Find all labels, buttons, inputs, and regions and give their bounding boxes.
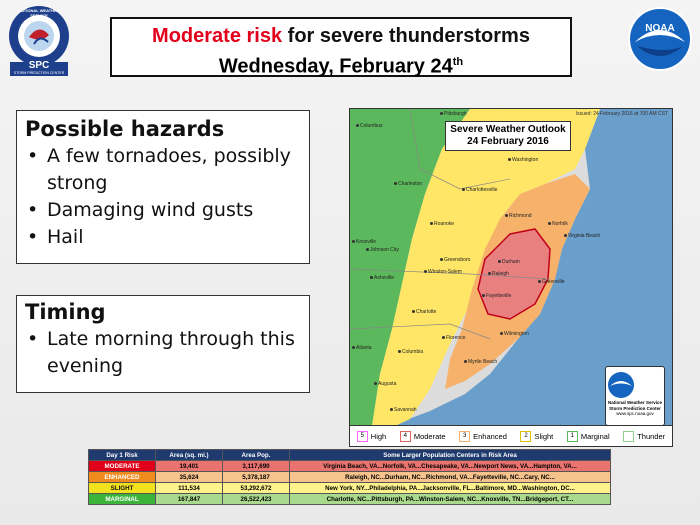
title-box: [110, 17, 572, 77]
table-row: [89, 461, 611, 472]
legend-label: High: [370, 431, 387, 441]
map-city-label: Greensboro: [440, 257, 470, 263]
pop-cell: 53,292,672: [223, 483, 290, 494]
map-city-label: Raleigh: [488, 271, 509, 277]
noaa-text: NOAA: [645, 23, 675, 34]
map-title-line-1: Severe Weather Outlook: [450, 124, 566, 135]
legend-label: Slight: [534, 431, 554, 441]
pop-cell: 5,378,187: [223, 472, 290, 483]
title-date: [112, 49, 570, 80]
map-title: [445, 121, 571, 151]
inset-url: www.spc.noaa.gov: [616, 411, 654, 416]
title-rest-text: for severe thunderstorms: [287, 25, 530, 47]
centers-cell: Virginia Beach, VA...Norfolk, VA...Chesapeake, VA...Newport News, VA...Hampton, VA...: [290, 461, 611, 472]
table-row: [89, 483, 611, 494]
map-issued-text: Issued: 24 February 2016 at 700 AM CST: [575, 111, 668, 117]
legend-label: Enhanced: [473, 431, 507, 441]
risk-header-cell: Area (sq. mi.): [156, 450, 223, 461]
timing-list: [25, 326, 301, 380]
risk-cell: MARGINAL: [89, 494, 156, 505]
date-suffix: th: [452, 56, 464, 68]
map-city-label: Fayetteville: [482, 293, 511, 299]
legend-swatch: 1: [567, 431, 578, 442]
area-cell: 19,401: [156, 461, 223, 472]
risk-header-cell: Day 1 Risk: [89, 450, 156, 461]
hazards-title: Possible hazards: [25, 117, 225, 141]
legend-slight: [520, 431, 553, 442]
pop-cell: 26,522,423: [223, 494, 290, 505]
map-city-label: Columbia: [398, 349, 423, 355]
risk-cell: SLIGHT: [89, 483, 156, 494]
map-city-label: Virginia Beach: [564, 233, 600, 239]
risk-cell: ENHANCED: [89, 472, 156, 483]
risk-header-cell: Area Pop.: [223, 450, 290, 461]
map-city-label: Knoxville: [352, 239, 376, 245]
area-cell: 167,847: [156, 494, 223, 505]
risk-header-cell: Some Larger Population Centers in Risk Area: [290, 450, 611, 461]
nws-spc-logo: [4, 4, 74, 78]
legend-marginal: [567, 431, 610, 442]
map-city-label: Greenville: [538, 279, 565, 285]
hazards-panel: [16, 110, 310, 264]
hazard-item: • Damaging wind gusts: [47, 197, 301, 224]
inset-line-2: Storm Prediction Center: [609, 405, 661, 411]
map-city-label: Columbus: [356, 123, 383, 129]
legend-swatch: 4: [400, 431, 411, 442]
legend-swatch: [623, 431, 634, 442]
map-city-label: Pittsburgh: [440, 111, 467, 117]
timing-item: • Late morning through this evening: [47, 326, 301, 380]
legend-label: Marginal: [580, 431, 610, 441]
title-line-1: [112, 23, 570, 49]
area-cell: 111,534: [156, 483, 223, 494]
centers-cell: Charlotte, NC...Pittsburgh, PA...Winston-Salem, NC...Knoxville, TN...Bridgeport, CT...: [290, 494, 611, 505]
centers-cell: Raleigh, NC...Durham, NC...Richmond, VA...Fayetteville, NC...Cary, NC...: [290, 472, 611, 483]
legend-swatch: 2: [520, 431, 531, 442]
hazards-list: [25, 143, 301, 251]
map-legend: [350, 425, 672, 446]
map-city-label: Wilmington: [500, 331, 529, 337]
risk-level-text: Moderate risk: [152, 25, 283, 47]
hazard-item: • A few tornadoes, possibly strong: [47, 143, 301, 197]
map-city-label: Savannah: [390, 407, 417, 413]
timing-title: Timing: [25, 300, 106, 324]
map-city-label: Asheville: [370, 275, 394, 281]
noaa-inset-icon: [606, 370, 636, 400]
map-title-line-2: 24 February 2016: [467, 136, 549, 147]
legend-enhanced: [459, 431, 507, 442]
risk-table: [88, 449, 611, 505]
map-city-label: Atlanta: [352, 345, 372, 351]
map-city-label: Johnson City: [366, 247, 399, 253]
outlook-map: [349, 108, 673, 447]
centers-cell: New York, NY...Philadelphia, PA...Jacksonville, FL...Baltimore, MD...Washington, DC...: [290, 483, 611, 494]
legend-thunder: [623, 431, 665, 442]
map-city-label: Myrtle Beach: [464, 359, 497, 365]
timing-panel: [16, 295, 310, 393]
map-city-label: Augusta: [374, 381, 396, 387]
noaa-logo: [627, 6, 693, 72]
legend-moderate: [400, 431, 446, 442]
legend-label: Moderate: [413, 431, 446, 441]
area-cell: 35,624: [156, 472, 223, 483]
pop-cell: 3,117,690: [223, 461, 290, 472]
map-city-label: Charlotte: [412, 309, 436, 315]
legend-swatch: 5: [357, 431, 368, 442]
nws-top-text: NATIONAL WEATHER SERVICE: [18, 8, 60, 18]
map-city-label: Richmond: [505, 213, 532, 219]
map-city-label: Charleston: [394, 181, 422, 187]
risk-table-header: [89, 450, 611, 461]
map-inset-logo: [605, 366, 665, 426]
map-city-label: Norfolk: [548, 221, 568, 227]
map-city-label: Charlottesville: [462, 187, 497, 193]
map-city-label: Roanoke: [430, 221, 454, 227]
table-row: [89, 472, 611, 483]
risk-cell: MODERATE: [89, 461, 156, 472]
legend-high: [357, 431, 386, 442]
date-text: Wednesday, February 24: [218, 55, 453, 78]
map-city-label: Durham: [498, 259, 520, 265]
legend-swatch: 3: [459, 431, 470, 442]
map-city-label: Washington: [508, 157, 538, 163]
legend-label: Thunder: [637, 431, 666, 441]
inset-line-1: National Weather Service: [608, 400, 662, 405]
hazard-item: • Hail: [47, 224, 301, 251]
map-city-label: Florence: [442, 335, 465, 341]
spc-subtext: STORM PREDICTION CENTER: [13, 71, 65, 75]
table-row: [89, 494, 611, 505]
map-city-label: Winston-Salem: [424, 269, 462, 275]
spc-text: SPC: [28, 60, 50, 71]
